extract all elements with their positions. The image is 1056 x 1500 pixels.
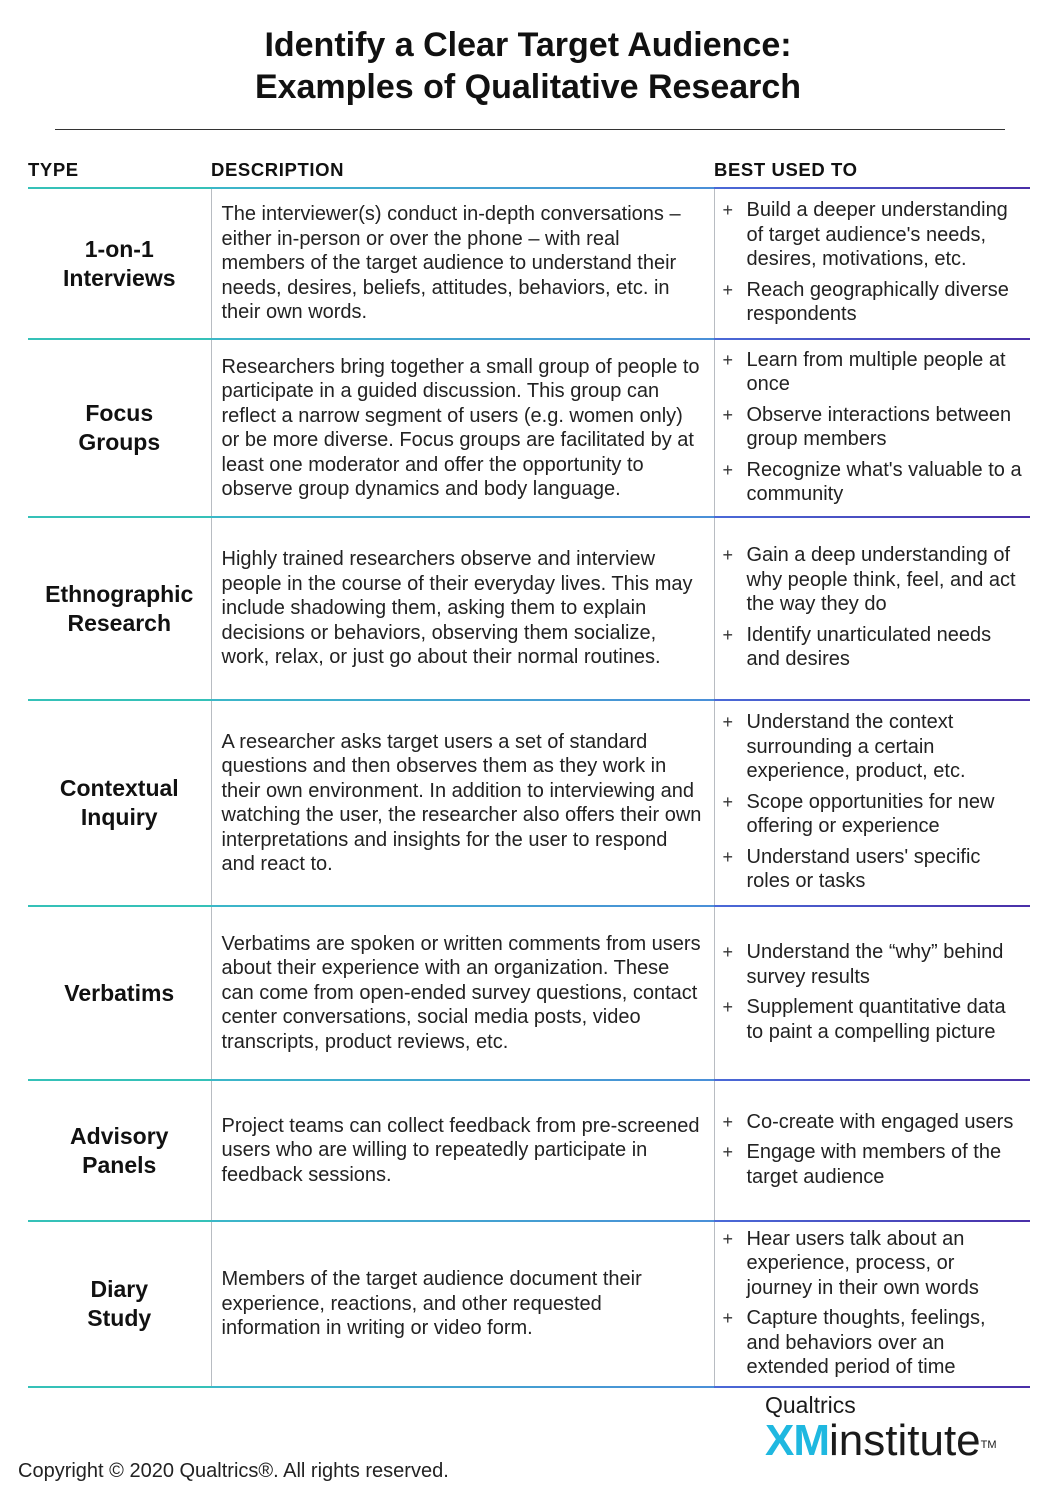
plus-icon: + — [722, 846, 734, 867]
best-used-list — [723, 940, 1025, 1044]
best-used-cell — [714, 340, 1030, 516]
best-used-item — [723, 543, 1025, 617]
type-label-line: Verbatims — [64, 979, 175, 1006]
best-used-item — [723, 458, 1025, 507]
type-cell — [28, 701, 211, 905]
table-row — [28, 340, 1030, 516]
description-cell: Project teams can collect feedback from pre-screened users who are willing to repeatedly participate in feedback sessions. — [211, 1081, 714, 1220]
best-used-item — [723, 995, 1025, 1044]
best-used-item — [723, 1140, 1025, 1189]
plus-icon: + — [722, 459, 734, 480]
best-used-text: Hear users talk about an experience, process, or journey in their own words — [746, 1227, 979, 1299]
row-divider-segment — [714, 1386, 1030, 1388]
page-title — [0, 24, 1056, 108]
best-used-text: Engage with members of the target audience — [746, 1141, 1002, 1188]
best-used-text: Co-create with engaged users — [746, 1110, 1014, 1133]
row-divider-segment — [211, 1386, 714, 1388]
row-divider-segment — [28, 1386, 211, 1388]
best-used-text: Observe interactions between group members — [746, 403, 1012, 450]
best-used-item — [723, 1110, 1025, 1135]
best-used-list — [723, 348, 1025, 507]
type-cell — [28, 518, 211, 699]
best-used-cell — [714, 907, 1030, 1079]
best-used-item — [723, 790, 1025, 839]
type-label-line: Interviews — [63, 264, 176, 291]
plus-icon: + — [722, 791, 734, 812]
best-used-item — [723, 1227, 1025, 1301]
plus-icon: + — [722, 997, 734, 1017]
title-divider — [55, 129, 1005, 130]
table-body — [28, 187, 1030, 1388]
brand-institute: institute — [829, 1416, 981, 1465]
best-used-item — [723, 348, 1025, 397]
brand-trademark: TM — [980, 1439, 997, 1451]
table-row — [28, 189, 1030, 338]
header-description: DESCRIPTION — [211, 159, 345, 180]
brand-logo — [765, 1392, 997, 1474]
description-cell: Verbatims are spoken or written comments from users about their experience with an organization. These can come from open-ended survey questions, contact center conversations, social media posts, video transcripts, product reviews, etc. — [211, 907, 714, 1079]
research-table — [28, 144, 1030, 1388]
type-cell — [28, 1081, 211, 1220]
plus-icon: + — [722, 1308, 734, 1328]
plus-icon: + — [722, 200, 734, 221]
type-label-line: Panels — [82, 1151, 157, 1178]
best-used-item — [723, 623, 1025, 672]
best-used-text: Supplement quantitative data to paint a compelling picture — [746, 996, 1006, 1043]
type-cell — [28, 340, 211, 516]
best-used-cell — [714, 1222, 1030, 1386]
plus-icon: + — [722, 1142, 734, 1163]
table-row — [28, 1222, 1030, 1386]
plus-icon: + — [722, 545, 734, 566]
plus-icon: + — [722, 712, 734, 733]
header-best-used-to: BEST USED TO — [714, 159, 858, 180]
title-line-1: Identify a Clear Target Audience: — [264, 26, 792, 64]
best-used-list — [723, 710, 1025, 894]
table-row — [28, 701, 1030, 905]
description-cell: A researcher asks target users a set of standard questions and then observes them as they work in their own environment. In addition to interviewing and watching the user, the researcher also offers their own interpretations and insights for the user to respond and react to. — [211, 701, 714, 905]
best-used-cell — [714, 189, 1030, 338]
best-used-cell — [714, 701, 1030, 905]
plus-icon: + — [722, 1111, 734, 1132]
plus-icon: + — [722, 624, 734, 645]
brand-qualtrics: Qualtrics — [765, 1392, 856, 1418]
brand-xm: XM — [765, 1416, 829, 1465]
best-used-cell — [714, 518, 1030, 699]
table-row — [28, 907, 1030, 1079]
best-used-item — [723, 1306, 1025, 1380]
best-used-text: Scope opportunities for new offering or experience — [746, 790, 995, 838]
best-used-text: Learn from multiple people at once — [746, 348, 1006, 395]
best-used-item — [723, 845, 1025, 894]
brand-xm-institute — [765, 1418, 997, 1474]
type-label-line: Groups — [78, 429, 161, 455]
row-divider — [28, 1386, 1030, 1388]
best-used-list — [723, 543, 1025, 672]
best-used-list — [723, 1227, 1025, 1380]
plus-icon: + — [722, 942, 734, 962]
plus-icon: + — [722, 279, 734, 300]
description-cell: Members of the target audience document their experience, reactions, and other requested information in writing or video form. — [211, 1222, 714, 1386]
copyright-text: Copyright © 2020 Qualtrics®. All rights reserved. — [18, 1460, 449, 1482]
type-label-line: Inquiry — [80, 804, 158, 830]
type-label-line: Research — [67, 609, 172, 636]
type-label-line: Diary — [90, 1276, 149, 1302]
best-used-text: Gain a deep understanding of why people think, feel, and act the way they do — [746, 544, 1016, 616]
type-label-line: Ethnographic — [45, 580, 194, 607]
plus-icon: + — [722, 1228, 734, 1249]
type-label-line: Advisory — [70, 1122, 169, 1149]
best-used-item — [723, 940, 1025, 989]
best-used-text: Understand the context surrounding a certain experience, product, etc. — [746, 711, 966, 783]
type-cell — [28, 1222, 211, 1386]
type-label-line: Study — [87, 1305, 152, 1331]
type-label-line: Contextual — [59, 775, 179, 801]
type-cell — [28, 907, 211, 1079]
best-used-text: Understand the “why” behind survey results — [746, 941, 1004, 988]
table-row — [28, 518, 1030, 699]
best-used-list — [723, 198, 1025, 327]
title-line-2: Examples of Qualitative Research — [254, 68, 802, 106]
best-used-list — [723, 1110, 1025, 1190]
best-used-text: Capture thoughts, feelings, and behaviors over an extended period of time — [746, 1307, 986, 1378]
type-label-line: Focus — [85, 400, 154, 426]
description-cell: Researchers bring together a small group of people to participate in a guided discussion. This group can reflect a narrow segment of users (e.g. women only) or be more diverse. Focus groups are facilitated by at least one moderator and offer the opportunity to observe group dynamics and body language. — [211, 340, 714, 516]
best-used-item — [723, 278, 1025, 327]
best-used-item — [723, 710, 1025, 784]
plus-icon: + — [722, 349, 734, 370]
best-used-text: Recognize what's valuable to a community — [746, 458, 1022, 505]
header-row — [28, 144, 1030, 187]
best-used-text: Reach geographically diverse respondents — [746, 278, 1009, 326]
best-used-item — [723, 198, 1025, 272]
description-cell: The interviewer(s) conduct in-depth conversations – either in-person or over the phone – with real members of the target audience to understand their needs, desires, beliefs, attitudes, behaviors, etc. in their own words. — [211, 189, 714, 338]
table-row — [28, 1081, 1030, 1220]
type-cell — [28, 189, 211, 338]
best-used-item — [723, 403, 1025, 452]
plus-icon: + — [722, 404, 734, 425]
best-used-text: Build a deeper understanding of target audience's needs, desires, motivations, etc. — [746, 199, 1008, 271]
type-label-line: 1-on-1 — [84, 235, 154, 262]
best-used-text: Understand users' specific roles or tasks — [746, 845, 981, 893]
best-used-text: Identify unarticulated needs and desires — [746, 623, 992, 671]
best-used-cell — [714, 1081, 1030, 1220]
header-type: TYPE — [28, 159, 79, 180]
description-cell: Highly trained researchers observe and interview people in the course of their everyday lives. This may include shadowing them, asking them to explain decisions or behaviors, observing them socialize, work, relax, or just go about their normal routines. — [211, 518, 714, 699]
